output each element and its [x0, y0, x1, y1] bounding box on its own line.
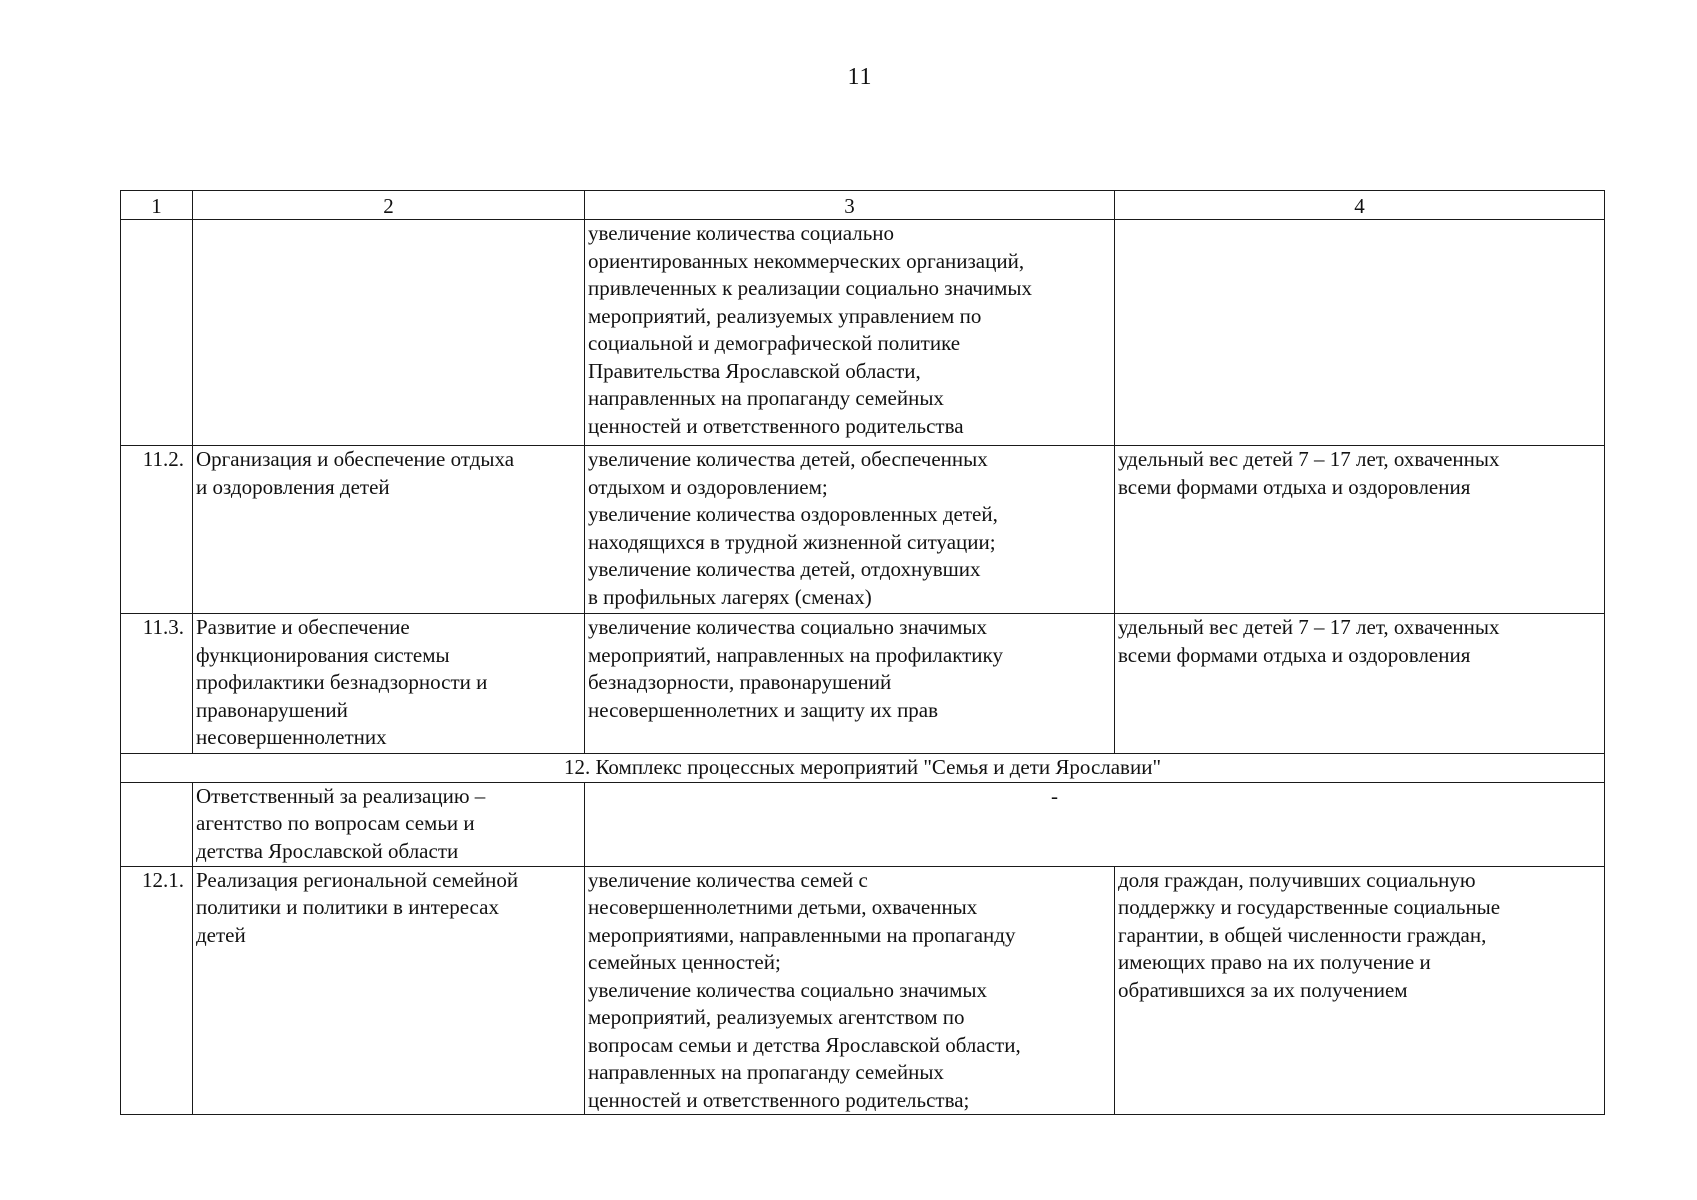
text-line: Развитие и обеспечение [196, 615, 410, 639]
header-col-2: 2 [193, 191, 585, 220]
text-line: функционирования системы [196, 642, 450, 667]
text-line: профилактики безнадзорности и [196, 670, 488, 694]
text-line: Организация и обеспечение отдыха [196, 447, 515, 471]
header-col-4: 4 [1115, 191, 1605, 220]
table-row-responsible [121, 782, 1605, 866]
text-line: направленных на пропаганду семейных [588, 386, 944, 410]
text-line: мероприятиями, направленными на пропаганду [588, 922, 1016, 947]
cell-results [585, 614, 1115, 754]
text-line: всеми формами отдыха и оздоровления [1118, 642, 1471, 667]
text-line: агентство по вопросам семьи и [196, 811, 475, 835]
text-line: мероприятий, направленных на профилактику [588, 642, 1003, 667]
text-line: Реализация региональной семейной [196, 867, 519, 892]
text-line: отдыхом и оздоровлением; [588, 474, 828, 499]
row-number: 11.3. [121, 614, 193, 754]
text-line: детей [196, 922, 246, 947]
cell-results [585, 220, 1115, 446]
row-number: 12.1. [121, 866, 193, 1115]
text-line: Ответственный за реализацию – [196, 783, 486, 808]
text-line: увеличение количества социально значимых [588, 615, 988, 639]
cell-col2-empty [193, 220, 585, 446]
row-number: 11.2. [121, 446, 193, 614]
table-row-continuation [121, 220, 1605, 446]
text-line: несовершеннолетними детьми, охваченных [588, 895, 978, 919]
text-line: всеми формами отдыха и оздоровления [1118, 474, 1471, 499]
text-line: вопросам семьи и детства Ярославской области, [588, 1032, 1021, 1057]
text-line: привлеченных к реализации социально значимых [588, 276, 1033, 300]
program-table [120, 190, 1605, 1115]
cell-responsible [193, 782, 585, 866]
text-line: несовершеннолетних [196, 725, 387, 749]
text-line: направленных на пропаганду семейных [588, 1060, 944, 1084]
text-line: поддержку и государственные социальные [1118, 895, 1501, 919]
text-line: семейных ценностей; [588, 950, 781, 974]
table-row-11-3 [121, 614, 1605, 754]
header-col-1: 1 [121, 191, 193, 220]
text-line: увеличение количества социально значимых [588, 977, 988, 1002]
cell-indicator [1115, 614, 1605, 754]
cell-num-empty [121, 220, 193, 446]
text-line: мероприятий, реализуемых управлением по [588, 303, 982, 328]
cell-results [585, 866, 1115, 1115]
cell-col4-empty [1115, 220, 1605, 446]
section-row-12 [121, 754, 1605, 783]
text-line: увеличение количества семей с [588, 867, 868, 892]
dash-placeholder: - [1051, 783, 1058, 808]
text-line: ценностей и ответственного родительства; [588, 1087, 970, 1112]
text-line: Правительства Ярославской области, [588, 358, 921, 383]
cell-event [193, 446, 585, 614]
cell-event [193, 866, 585, 1115]
text-line: ориентированных некоммерческих организаций, [588, 248, 1025, 273]
text-line: безнадзорности, правонарушений [588, 670, 892, 694]
cell-event [193, 614, 585, 754]
text-line: правонарушений [196, 697, 348, 722]
text-line: социальной и демографической политике [588, 331, 961, 355]
text-line: детства Ярославской области [196, 838, 459, 863]
text-line: удельный вес детей 7 – 17 лет, охваченных [1118, 615, 1500, 639]
header-col-3: 3 [585, 191, 1115, 220]
text-line: увеличение количества оздоровленных детей, [588, 502, 998, 526]
text-line: увеличение количества детей, отдохнувших [588, 557, 981, 581]
table-row-11-2 [121, 446, 1605, 614]
text-line: гарантии, в общей численности граждан, [1118, 922, 1487, 947]
table-row-12-1 [121, 866, 1605, 1115]
merged-cell [585, 782, 1605, 866]
text-line: мероприятий, реализуемых агентством по [588, 1005, 965, 1029]
text-line: в профильных лагерях (сменах) [588, 584, 872, 609]
text-line: увеличение количества детей, обеспеченных [588, 447, 988, 471]
cell-num-empty [121, 782, 193, 866]
text-line: доля граждан, получивших социальную [1118, 867, 1476, 892]
text-line: находящихся в трудной жизненной ситуации; [588, 529, 996, 554]
table-header-row [121, 191, 1605, 220]
text-line: ценностей и ответственного родительства [588, 413, 964, 438]
page-number: 11 [847, 64, 873, 90]
text-line: удельный вес детей 7 – 17 лет, охваченных [1118, 447, 1500, 471]
cell-results [585, 446, 1115, 614]
section-title: 12. Комплекс процессных мероприятий "Семья и дети Ярославии" [121, 754, 1605, 783]
text-line: увеличение количества социально [588, 221, 895, 245]
text-line: и оздоровления детей [196, 474, 390, 499]
text-line: политики и политики в интересах [196, 895, 499, 919]
cell-indicator [1115, 866, 1605, 1115]
text-line: имеющих право на их получение и [1118, 950, 1431, 974]
text-line: обратившихся за их получением [1118, 977, 1408, 1002]
text-line: несовершеннолетних и защиту их прав [588, 697, 939, 722]
cell-indicator [1115, 446, 1605, 614]
